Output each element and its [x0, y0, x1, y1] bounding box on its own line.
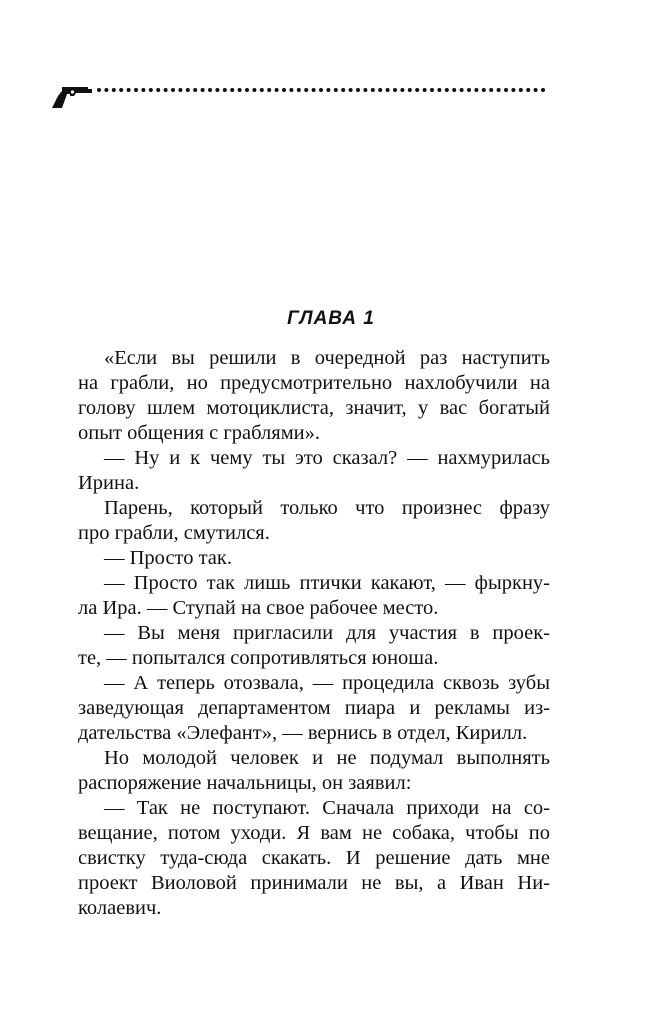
rule-dot [289, 88, 293, 92]
rule-dot [141, 88, 145, 92]
rule-dot [178, 88, 182, 92]
paragraph [78, 671, 550, 746]
rule-dot [326, 88, 330, 92]
text-line: — Так не поступают. Сначала приходи на со- [104, 797, 550, 819]
text-line: опыт общения с граблями». [78, 422, 321, 444]
rule-dot [127, 88, 131, 92]
rule-dot [356, 88, 360, 92]
dotted-rule [97, 88, 545, 92]
rule-dot [423, 88, 427, 92]
rule-dot [415, 88, 419, 92]
rule-dot [297, 88, 301, 92]
text-line: те, — попытался сопротивляться юноша. [78, 647, 439, 669]
text-line: колаевич. [78, 897, 162, 919]
paragraph [78, 446, 550, 496]
rule-dot [156, 88, 160, 92]
chapter-title: ГЛАВА 1 [287, 308, 375, 329]
text-line: — Просто так лишь птички какают, — фыркну- [104, 572, 550, 594]
rule-dot [201, 88, 205, 92]
paragraph [78, 546, 550, 571]
text-line: заведующая департаментом пиара и рекламы из- [78, 697, 550, 719]
text-line: — Просто так. [104, 547, 232, 569]
rule-dot [260, 88, 264, 92]
rule-dot [497, 88, 501, 92]
rule-dot [504, 88, 508, 92]
header-ornament [50, 80, 560, 110]
text-line: вещание, потом уходи. Я вам не собака, чтобы по [78, 822, 550, 844]
rule-dot [467, 88, 471, 92]
rule-dot [319, 88, 323, 92]
rule-dot [400, 88, 404, 92]
paragraph [78, 621, 550, 671]
text-line: Парень, который только что произнес фразу [104, 497, 550, 519]
paragraph [78, 571, 550, 621]
rule-dot [104, 88, 108, 92]
rule-dot [134, 88, 138, 92]
rule-dot [511, 88, 515, 92]
rule-dot [252, 88, 256, 92]
rule-dot [534, 88, 538, 92]
rule-dot [482, 88, 486, 92]
rule-dot [460, 88, 464, 92]
rule-dot [97, 88, 101, 92]
text-line: на грабли, но предусмотрительно нахлобучили на [78, 372, 550, 394]
chapter-text [78, 346, 550, 921]
text-line: проект Виоловой принимали не вы, а Иван Ни- [78, 872, 550, 894]
text-line: — Ну и к чему ты это сказал? — нахмурилась [104, 447, 550, 469]
rule-dot [378, 88, 382, 92]
rule-dot [245, 88, 249, 92]
header-ornament-graphic [50, 80, 560, 110]
rule-dot [171, 88, 175, 92]
paragraph [78, 796, 550, 921]
rule-dot [452, 88, 456, 92]
text-line: — Вы меня пригласили для участия в проек- [104, 622, 550, 644]
text-line: дательства «Элефант», — вернись в отдел, Кирилл. [78, 722, 528, 744]
text-line: распоряжение начальницы, он заявил: [78, 772, 412, 794]
revolver-icon [52, 87, 92, 108]
rule-dot [164, 88, 168, 92]
rule-dot [408, 88, 412, 92]
paragraph [78, 746, 550, 796]
rule-dot [349, 88, 353, 92]
rule-dot [437, 88, 441, 92]
text-line: «Если вы решили в очередной раз наступить [104, 347, 550, 369]
paragraph [78, 346, 550, 446]
rule-dot [334, 88, 338, 92]
rule-dot [193, 88, 197, 92]
text-line: свистку туда-сюда скакать. И решение дать мне [78, 847, 550, 869]
rule-dot [371, 88, 375, 92]
rule-dot [267, 88, 271, 92]
rule-dot [526, 88, 530, 92]
rule-dot [119, 88, 123, 92]
rule-dot [386, 88, 390, 92]
text-line: — А теперь отозвала, — процедила сквозь зубы [104, 672, 550, 694]
text-line: голову шлем мотоциклиста, значит, у вас богатый [78, 397, 550, 419]
rule-dot [519, 88, 523, 92]
rule-dot [312, 88, 316, 92]
rule-dot [474, 88, 478, 92]
text-line: Ирина. [78, 472, 140, 494]
text-line: Но молодой человек и не подумал выполнять [104, 747, 550, 769]
rule-dot [541, 88, 545, 92]
rule-dot [445, 88, 449, 92]
text-line: про грабли, смутился. [78, 522, 270, 544]
rule-dot [215, 88, 219, 92]
rule-dot [223, 88, 227, 92]
rule-dot [186, 88, 190, 92]
text-line: ла Ира. — Ступай на свое рабочее место. [78, 597, 439, 619]
rule-dot [363, 88, 367, 92]
rule-dot [282, 88, 286, 92]
paragraph [78, 496, 550, 546]
rule-dot [304, 88, 308, 92]
rule-dot [238, 88, 242, 92]
rule-dot [489, 88, 493, 92]
rule-dot [393, 88, 397, 92]
rule-dot [149, 88, 153, 92]
rule-dot [430, 88, 434, 92]
rule-dot [230, 88, 234, 92]
rule-dot [275, 88, 279, 92]
rule-dot [208, 88, 212, 92]
rule-dot [112, 88, 116, 92]
rule-dot [341, 88, 345, 92]
